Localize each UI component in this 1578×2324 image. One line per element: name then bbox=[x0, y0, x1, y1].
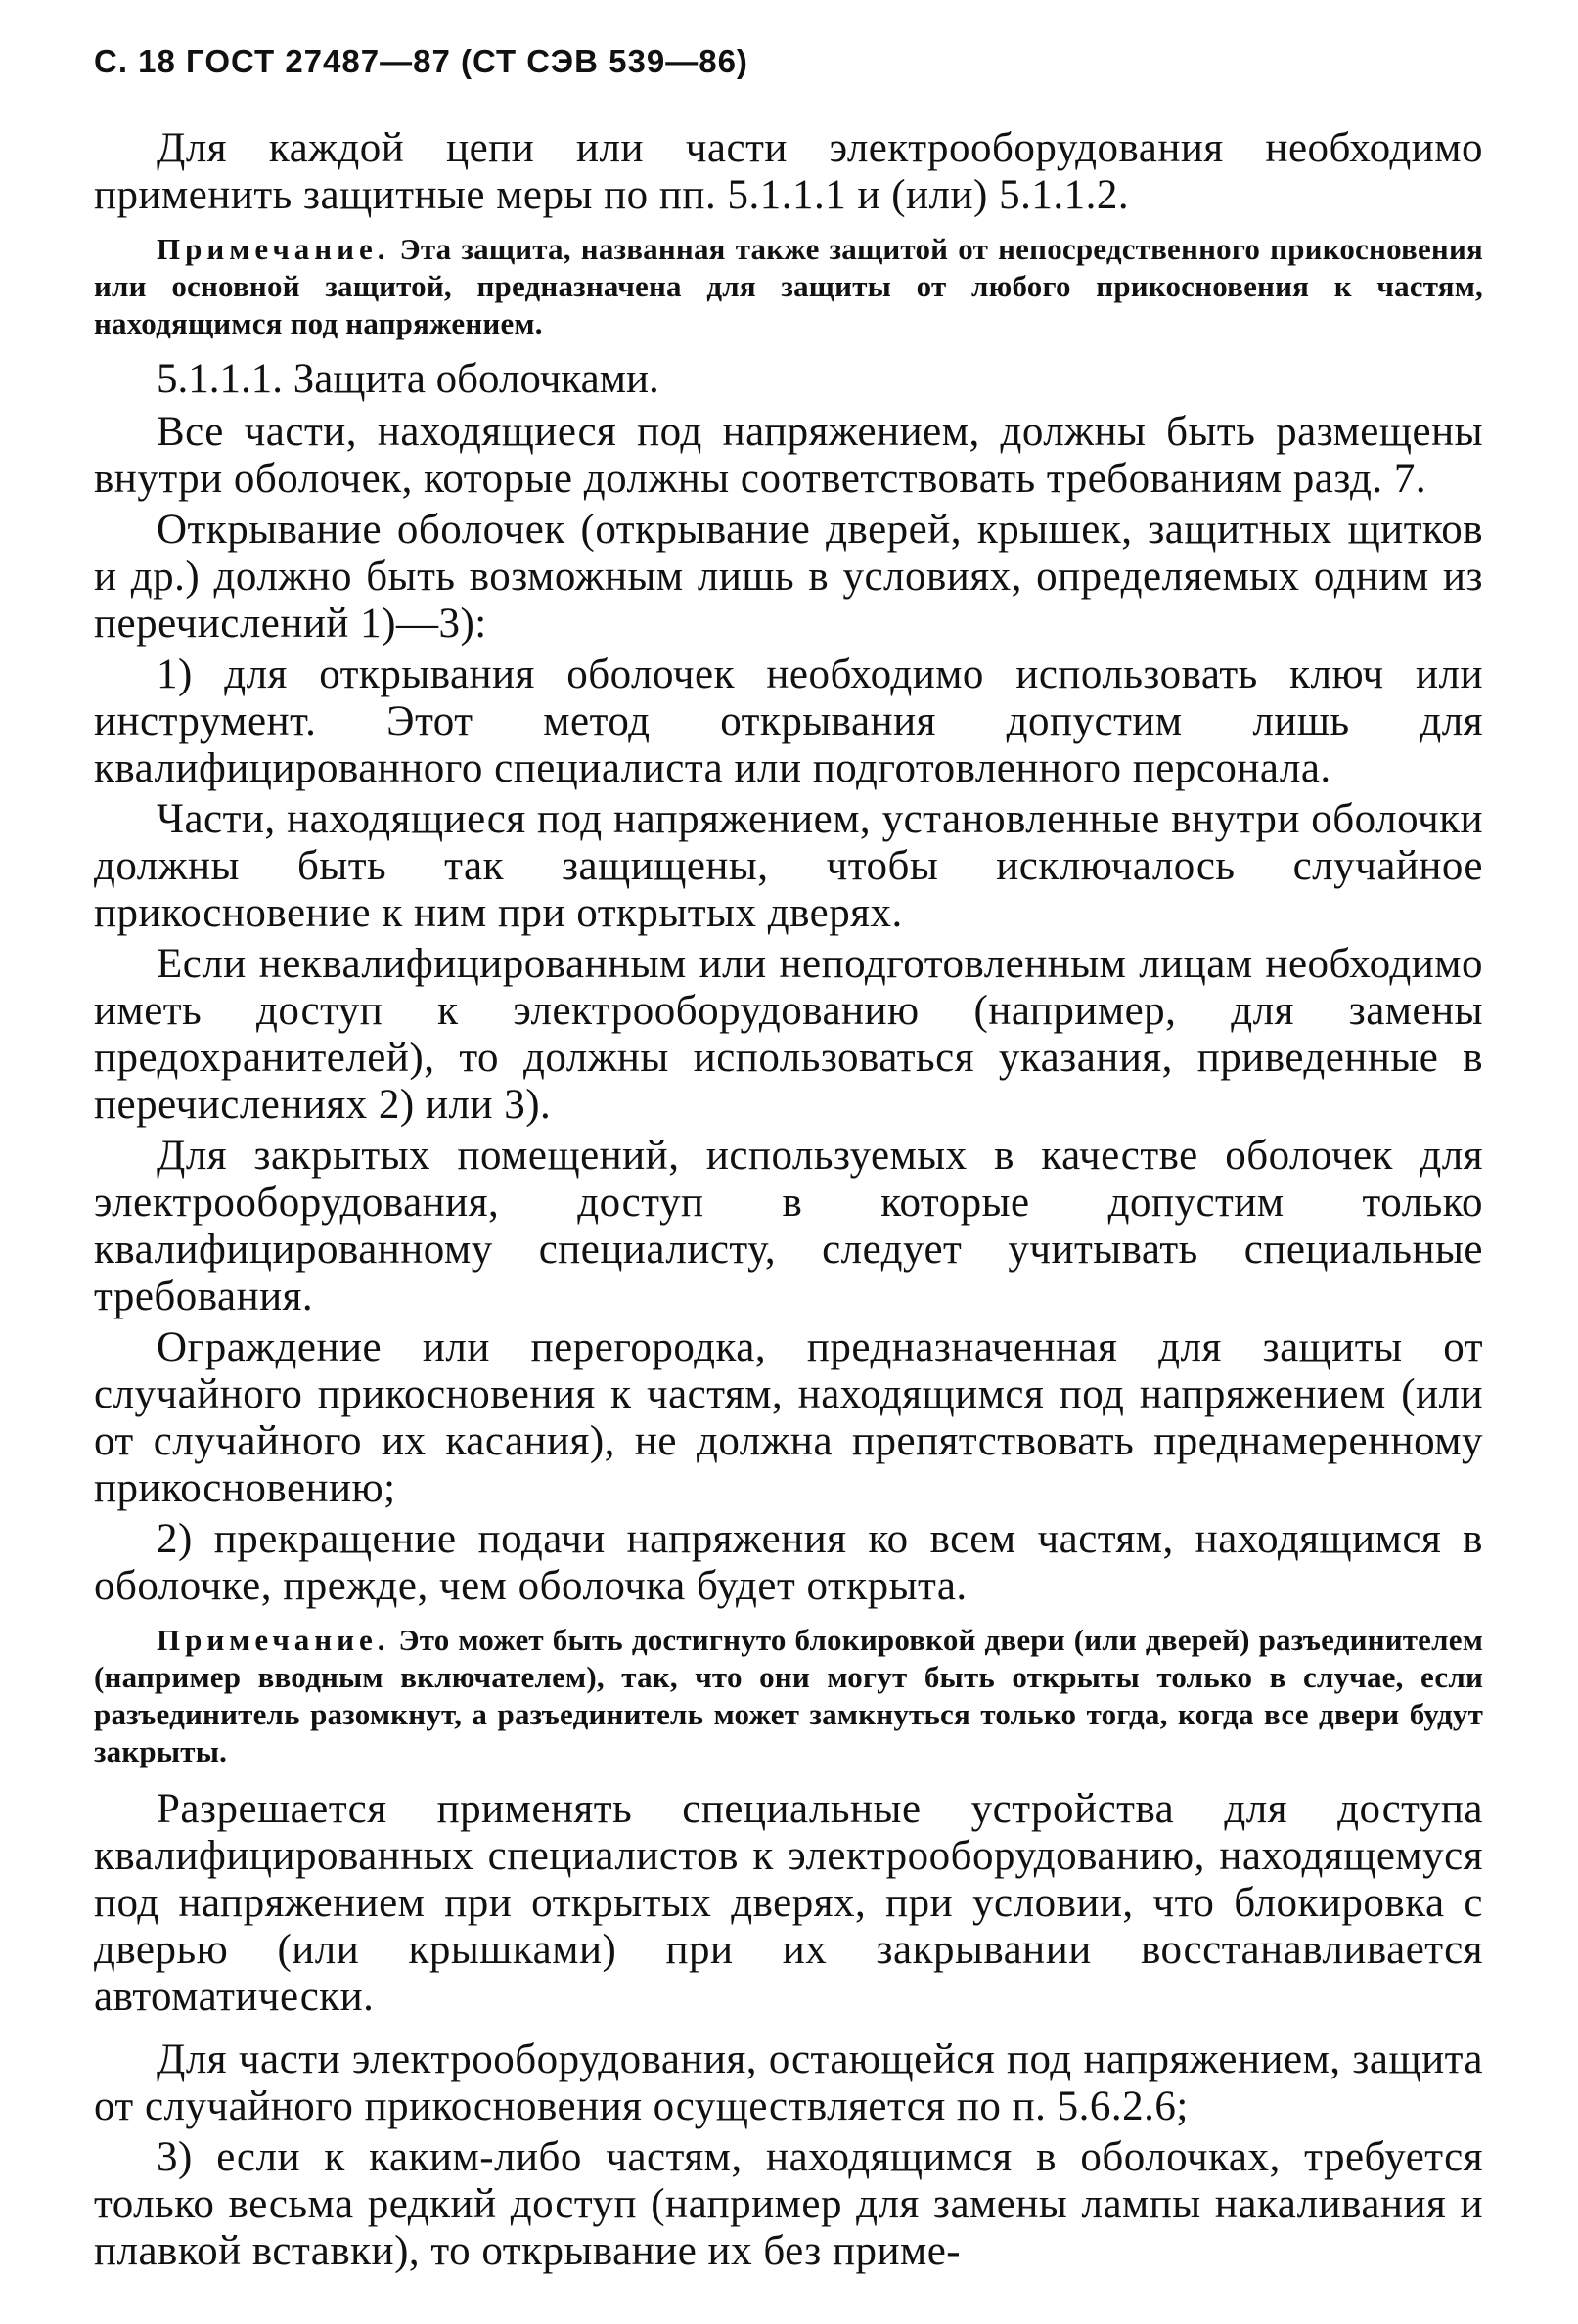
page-header: С. 18 ГОСТ 27487—87 (СТ СЭВ 539—86) bbox=[94, 43, 748, 79]
section-heading-5-1-1-1: 5.1.1.1. Защита оболочками. bbox=[157, 356, 659, 402]
list-item-3: 3) если к каким-либо частям, находящимся в оболочках, требуется только весьма редкий доступ (например для замены лампы накаливания и плавкой вставки), то открывание их без приме- bbox=[94, 2134, 1483, 2274]
list-item-1: 1) для открывания оболочек необходимо использовать ключ или инструмент. Этот метод открывания допустим лишь для квалифицированного специалиста или подготовленного персонала. bbox=[94, 651, 1483, 791]
note-label: Примечание. bbox=[157, 1623, 390, 1657]
paragraph-enclosures: Все части, находящиеся под напряжением, должны быть размещены внутри оболочек, которые должны соответствовать требованиям разд. 7. bbox=[94, 409, 1483, 502]
paragraph-live-parts-inside: Части, находящиеся под напряжением, установленные внутри оболочки должны быть так защищены, чтобы исключалось случайное прикосновение к ним при открытых дверях. bbox=[94, 796, 1483, 936]
paragraph-closed-rooms: Для закрытых помещений, используемых в качестве оболочек для электрооборудования, доступ в которые допустим только квалифицированному специалисту, следует учитывать специальные требования. bbox=[94, 1133, 1483, 1319]
paragraph-unqualified-access: Если неквалифицированным или неподготовленным лицам необходимо иметь доступ к электрооборудованию (например, для замены предохранителей), то должны использоваться указания, приведенные в перечислениях 2) или 3). bbox=[94, 941, 1483, 1128]
list-item-2: 2) прекращение подачи напряжения ко всем частям, находящимся в оболочке, прежде, чем оболочка будет открыта. bbox=[94, 1516, 1483, 1609]
paragraph-special-devices: Разрешается применять специальные устройства для доступа квалифицированных специалистов к электрооборудованию, находящемуся под напряжением при открытых дверях, при условии, что блокировка с дверью (или крышками) при их закрывании восстанавливается автоматически. bbox=[94, 1786, 1483, 2020]
note-door-interlock bbox=[94, 1622, 1483, 1770]
paragraph-opening-enclosures: Открывание оболочек (открывание дверей, крышек, защитных щитков и др.) должно быть возможным лишь в условиях, определяемых одним из перечислений 1)—3): bbox=[94, 507, 1483, 647]
paragraph-barrier: Ограждение или перегородка, предназначенная для защиты от случайного прикосновения к частям, находящимся под напряжением (или от случайного их касания), не должна препятствовать преднамеренному прикосновению; bbox=[94, 1324, 1483, 1511]
paragraph-protective-measures: Для каждой цепи или части электрооборудования необходимо применить защитные меры по пп. 5.1.1.1 и (или) 5.1.1.2. bbox=[94, 125, 1483, 218]
paragraph-remaining-live-part: Для части электрооборудования, остающейся под напряжением, защита от случайного прикосновения осуществляется по п. 5.6.2.6; bbox=[94, 2036, 1483, 2129]
document-body bbox=[94, 125, 1483, 2279]
note-direct-contact bbox=[94, 231, 1483, 342]
note-label: Примечание. bbox=[157, 232, 390, 266]
note-text: Это может быть достигнуто блокировкой двери (или дверей) разъединителем (например вводным включателем), так, что они могут быть открыты только в случае, если разъединитель разомкнут, а разъединитель может замкнуться только тогда, когда все двери будут закрыты. bbox=[94, 1623, 1484, 1768]
note-text: Эта защита, названная также защитой от непосредственного прикосновения или основной защитой, предназначена для защиты от любого прикосновения к частям, находящимся под напряжением. bbox=[94, 232, 1483, 340]
